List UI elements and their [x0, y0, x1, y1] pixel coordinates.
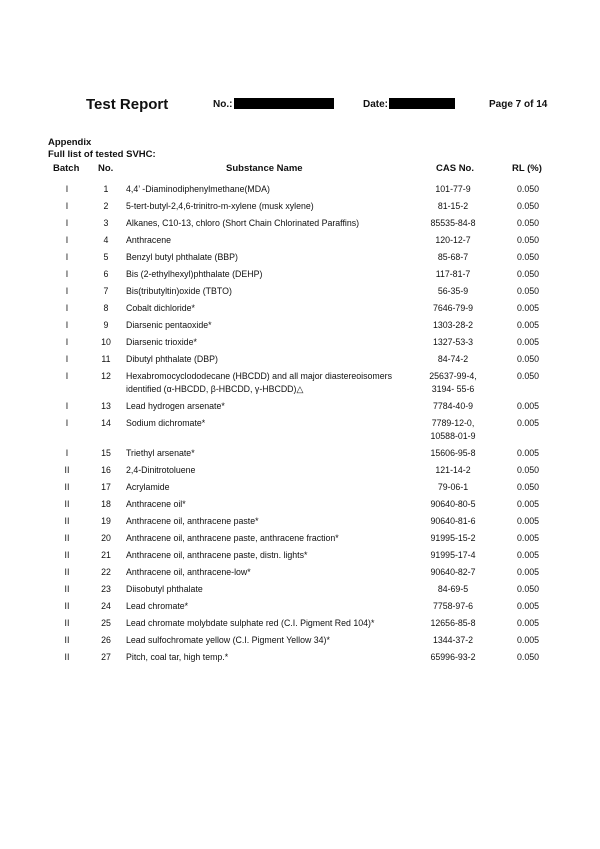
cas-number-cell: 91995-17-4 — [430, 550, 476, 560]
table-row — [0, 283, 600, 300]
cas-number-cell: 117-81-7 — [435, 269, 471, 279]
table-row — [0, 479, 600, 496]
table-row — [0, 415, 600, 445]
cas-number-cell: 7789-12-0, 10588-01-9 — [430, 418, 476, 441]
substance-name-cell: Alkanes, C10-13, chloro (Short Chain Chlorinated Paraffins) — [126, 218, 360, 228]
reporting-limit-cell: 0.005 — [516, 448, 539, 458]
table-row — [0, 581, 600, 598]
batch-cell: II — [64, 635, 70, 645]
table-row — [0, 598, 600, 615]
cas-number-cell: 7784-40-9 — [432, 401, 474, 411]
substance-name-cell: Anthracene oil, anthracene paste, distn. lights* — [126, 550, 308, 560]
batch-cell: I — [65, 337, 69, 347]
number-cell: 9 — [103, 320, 109, 330]
number-cell: 22 — [101, 567, 111, 577]
number-cell: 25 — [101, 618, 111, 628]
number-cell: 23 — [101, 584, 111, 594]
batch-cell: II — [64, 550, 70, 560]
cas-number-cell: 91995-15-2 — [430, 533, 476, 543]
table-row — [0, 564, 600, 581]
substance-name-cell: Lead hydrogen arsenate* — [126, 401, 225, 411]
table-row — [0, 530, 600, 547]
cas-number-cell: 120-12-7 — [435, 235, 471, 245]
reporting-limit-cell: 0.005 — [516, 499, 539, 509]
number-cell: 27 — [101, 652, 111, 662]
redacted-date — [389, 98, 455, 109]
table-row — [0, 496, 600, 513]
cas-number-cell: 85535-84-8 — [430, 218, 476, 228]
batch-cell: II — [64, 516, 70, 526]
reporting-limit-cell: 0.050 — [516, 286, 539, 296]
date-label: Date: — [363, 99, 389, 110]
reporting-limit-cell: 0.050 — [516, 201, 539, 211]
cas-number-cell: 81-15-2 — [437, 201, 469, 211]
reporting-limit-cell: 0.050 — [516, 482, 539, 492]
number-cell: 2 — [103, 201, 109, 211]
number-cell: 20 — [101, 533, 111, 543]
batch-cell: II — [64, 499, 70, 509]
number-cell: 1 — [103, 184, 109, 194]
reporting-limit-cell: 0.005 — [516, 320, 539, 330]
table-row — [0, 249, 600, 266]
table-row — [0, 398, 600, 415]
report-title: Test Report — [86, 96, 169, 113]
table-row — [0, 445, 600, 462]
cas-number-cell: 1344-37-2 — [432, 635, 474, 645]
cas-number-cell: 79-06-1 — [437, 482, 469, 492]
reporting-limit-cell: 0.050 — [516, 252, 539, 262]
table-row — [0, 615, 600, 632]
reporting-limit-cell: 0.050 — [516, 235, 539, 245]
substance-name-cell: Anthracene — [126, 235, 171, 245]
number-cell: 10 — [101, 337, 111, 347]
batch-cell: II — [64, 584, 70, 594]
number-cell: 3 — [103, 218, 109, 228]
substance-table — [0, 181, 600, 666]
reporting-limit-cell: 0.005 — [516, 337, 539, 347]
table-row — [0, 649, 600, 666]
substance-name-cell: Bis (2-ethylhexyl)phthalate (DEHP) — [126, 269, 263, 279]
number-cell: 13 — [101, 401, 111, 411]
reporting-limit-cell: 0.050 — [516, 184, 539, 194]
table-row — [0, 266, 600, 283]
reporting-limit-cell: 0.050 — [516, 371, 539, 381]
cas-number-cell: 15606-95-8 — [430, 448, 476, 458]
batch-cell: I — [65, 269, 69, 279]
batch-cell: II — [64, 652, 70, 662]
cas-number-cell: 65996-93-2 — [430, 652, 476, 662]
substance-name-cell: Diarsenic trioxide* — [126, 337, 197, 347]
reporting-limit-cell: 0.050 — [516, 354, 539, 364]
batch-cell: I — [65, 354, 69, 364]
cas-number-cell: 101-77-9 — [435, 184, 471, 194]
cas-number-cell: 85-68-7 — [437, 252, 469, 262]
reporting-limit-cell: 0.005 — [516, 567, 539, 577]
substance-name-cell: Bis(tributyltin)oxide (TBTO) — [126, 286, 232, 296]
redacted-report-number — [234, 98, 334, 109]
table-row — [0, 215, 600, 232]
substance-name-cell: Benzyl butyl phthalate (BBP) — [126, 252, 238, 262]
cas-number-cell: 25637-99-4, 3194- 55-6 — [429, 371, 477, 394]
table-header — [0, 163, 600, 177]
batch-cell: I — [65, 320, 69, 330]
substance-name-cell: Dibutyl phthalate (DBP) — [126, 354, 218, 364]
batch-cell: I — [65, 286, 69, 296]
substance-name-cell: Lead chromate* — [126, 601, 189, 611]
batch-cell: II — [64, 618, 70, 628]
substance-name-cell: Acrylamide — [126, 482, 170, 492]
reporting-limit-cell: 0.050 — [516, 652, 539, 662]
batch-cell: II — [64, 482, 70, 492]
column-substance-name: Substance Name — [226, 163, 303, 174]
cas-number-cell: 84-69-5 — [437, 584, 469, 594]
substance-name-cell: 4,4’ -Diaminodiphenylmethane(MDA) — [126, 184, 270, 194]
substance-name-cell: Sodium dichromate* — [126, 418, 206, 428]
table-row — [0, 181, 600, 198]
cas-number-cell: 1303-28-2 — [432, 320, 474, 330]
reporting-limit-cell: 0.005 — [516, 401, 539, 411]
substance-name-cell: Diisobutyl phthalate — [126, 584, 203, 594]
batch-cell: I — [65, 448, 69, 458]
batch-cell: I — [65, 371, 69, 381]
number-cell: 17 — [101, 482, 111, 492]
batch-cell: I — [65, 201, 69, 211]
number-cell: 21 — [101, 550, 111, 560]
number-cell: 15 — [101, 448, 111, 458]
batch-cell: I — [65, 252, 69, 262]
substance-name-cell: Pitch, coal tar, high temp.* — [126, 652, 229, 662]
substance-name-cell: Anthracene oil, anthracene paste* — [126, 516, 259, 526]
batch-cell: II — [64, 465, 70, 475]
number-cell: 14 — [101, 418, 111, 428]
number-cell: 24 — [101, 601, 111, 611]
reporting-limit-cell: 0.005 — [516, 601, 539, 611]
batch-cell: I — [65, 401, 69, 411]
cas-number-cell: 12656-85-8 — [430, 618, 476, 628]
batch-cell: I — [65, 303, 69, 313]
batch-cell: I — [65, 218, 69, 228]
batch-cell: II — [64, 601, 70, 611]
number-cell: 6 — [103, 269, 109, 279]
number-cell: 8 — [103, 303, 109, 313]
page-number: Page 7 of 14 — [489, 99, 548, 110]
table-row — [0, 462, 600, 479]
cas-number-cell: 90640-80-5 — [430, 499, 476, 509]
number-cell: 16 — [101, 465, 111, 475]
appendix-heading — [48, 137, 156, 161]
table-row — [0, 513, 600, 530]
reporting-limit-cell: 0.050 — [516, 218, 539, 228]
batch-cell: II — [64, 533, 70, 543]
substance-name-cell: 2,4-Dinitrotoluene — [126, 465, 196, 475]
table-row — [0, 351, 600, 368]
number-cell: 7 — [103, 286, 109, 296]
table-row — [0, 368, 600, 398]
number-cell: 4 — [103, 235, 109, 245]
substance-name-cell: Anthracene oil, anthracene paste, anthracene fraction* — [126, 533, 339, 543]
substance-name-cell: Triethyl arsenate* — [126, 448, 195, 458]
table-row — [0, 198, 600, 215]
report-number-label: No.: — [213, 99, 233, 110]
cas-number-cell: 90640-81-6 — [430, 516, 476, 526]
batch-cell: II — [64, 567, 70, 577]
reporting-limit-cell: 0.050 — [516, 465, 539, 475]
table-row — [0, 334, 600, 351]
report-header — [0, 96, 600, 114]
batch-cell: I — [65, 418, 69, 428]
table-row — [0, 317, 600, 334]
column-batch: Batch — [53, 163, 80, 174]
substance-name-cell: Anthracene oil* — [126, 499, 186, 509]
number-cell: 18 — [101, 499, 111, 509]
substance-name-cell: 5-tert-butyl-2,4,6-trinitro-m-xylene (musk xylene) — [126, 201, 314, 211]
reporting-limit-cell: 0.005 — [516, 303, 539, 313]
cas-number-cell: 90640-82-7 — [430, 567, 476, 577]
batch-cell: I — [65, 184, 69, 194]
column-no: No. — [98, 163, 114, 174]
batch-cell: I — [65, 235, 69, 245]
table-row — [0, 232, 600, 249]
cas-number-cell: 84-74-2 — [437, 354, 469, 364]
cas-number-cell: 56-35-9 — [437, 286, 469, 296]
cas-number-cell: 1327-53-3 — [432, 337, 474, 347]
reporting-limit-cell: 0.050 — [516, 269, 539, 279]
reporting-limit-cell: 0.005 — [516, 635, 539, 645]
table-row — [0, 632, 600, 649]
number-cell: 12 — [101, 371, 111, 381]
number-cell: 5 — [103, 252, 109, 262]
reporting-limit-cell: 0.005 — [516, 550, 539, 560]
table-row — [0, 547, 600, 564]
number-cell: 26 — [101, 635, 111, 645]
appendix-label: Appendix — [48, 137, 92, 148]
substance-name-cell: Hexabromocyclododecane (HBCDD) and all major diastereoisomers identified (α-HBCDD, β-HBCDD, γ-HBCDD)△ — [126, 371, 392, 394]
substance-name-cell: Lead sulfochromate yellow (C.I. Pigment Yellow 34)* — [126, 635, 330, 645]
reporting-limit-cell: 0.005 — [516, 533, 539, 543]
substance-name-cell: Lead chromate molybdate sulphate red (C.I. Pigment Red 104)* — [126, 618, 375, 628]
reporting-limit-cell: 0.005 — [516, 516, 539, 526]
number-cell: 19 — [101, 516, 111, 526]
appendix-subtitle: Full list of tested SVHC: — [48, 149, 156, 160]
cas-number-cell: 7758-97-6 — [432, 601, 474, 611]
table-row — [0, 300, 600, 317]
substance-name-cell: Cobalt dichloride* — [126, 303, 195, 313]
reporting-limit-cell: 0.005 — [516, 618, 539, 628]
cas-number-cell: 121-14-2 — [435, 465, 471, 475]
number-cell: 11 — [101, 354, 111, 364]
reporting-limit-cell: 0.050 — [516, 584, 539, 594]
column-rl: RL (%) — [512, 163, 542, 174]
substance-name-cell: Anthracene oil, anthracene-low* — [126, 567, 251, 577]
cas-number-cell: 7646-79-9 — [432, 303, 474, 313]
reporting-limit-cell: 0.005 — [516, 418, 539, 428]
column-cas-no: CAS No. — [436, 163, 474, 174]
substance-name-cell: Diarsenic pentaoxide* — [126, 320, 212, 330]
